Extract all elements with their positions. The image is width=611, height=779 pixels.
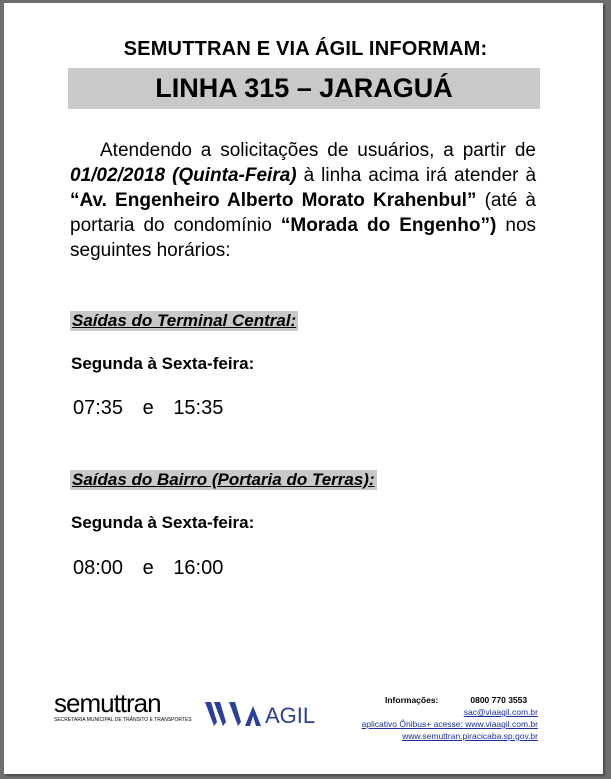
app-link[interactable]: aplicativo Ônibus+ acesse: www.viaagil.com.br bbox=[361, 719, 538, 729]
intro-date: 01/02/2018 (Quinta-Feira) bbox=[70, 165, 297, 186]
viagil-logo-icon bbox=[205, 700, 335, 728]
intro-street: “Av. Engenheiro Alberto Morato Krahenbul” bbox=[70, 190, 477, 211]
time-value: 16:00 bbox=[173, 557, 224, 579]
intro-paragraph bbox=[70, 138, 536, 263]
semuttran-logo-subtitle: SECRETARIA MUNICIPAL DE TRÂNSITO E TRANSPORTES bbox=[54, 717, 192, 723]
section-bairro-title: Saídas do Bairro (Portaria do Terras): bbox=[72, 470, 375, 489]
notice-heading: SEMUTTRAN E VIA ÁGIL INFORMAM: bbox=[123, 38, 488, 60]
info-label: Informações: bbox=[385, 695, 439, 705]
section-terminal-times bbox=[73, 397, 223, 420]
email-link[interactable]: sac@viaagil.com.br bbox=[463, 707, 538, 717]
intro-text-3: (até à portaria do condomínio bbox=[70, 190, 536, 236]
time-conj: e bbox=[142, 397, 154, 419]
info-row bbox=[340, 730, 538, 742]
website-link[interactable]: www.semuttran.piracicaba.sp.gov.br bbox=[402, 731, 538, 741]
info-phone: 0800 770 3553 bbox=[470, 695, 528, 705]
intro-text-1: Atendendo a solicitações de usuários, a partir de bbox=[100, 140, 536, 161]
time-value: 08:00 bbox=[73, 557, 124, 579]
semuttran-logo bbox=[54, 688, 192, 724]
document-page bbox=[4, 3, 603, 774]
time-value: 07:35 bbox=[73, 397, 124, 419]
section-terminal-title: Saídas do Terminal Central: bbox=[72, 311, 297, 330]
section-terminal-days: Segunda à Sexta-feira: bbox=[71, 354, 255, 373]
info-row bbox=[340, 694, 540, 706]
semuttran-logo-text: semuttran bbox=[54, 688, 161, 718]
intro-text-4: nos seguintes horários: bbox=[70, 215, 537, 261]
section-bairro-days: Segunda à Sexta-feira: bbox=[71, 513, 255, 532]
info-row bbox=[340, 718, 538, 730]
viagil-logo-text: AGIL bbox=[265, 703, 316, 728]
line-title: LINHA 315 – JARAGUÁ bbox=[68, 68, 540, 109]
viagil-logo bbox=[205, 700, 335, 728]
intro-text-2: à linha acima irá atender à bbox=[296, 165, 537, 186]
section-bairro-times bbox=[73, 557, 223, 580]
info-row bbox=[340, 706, 538, 718]
intro-place: “Morada do Engenho”) bbox=[280, 215, 497, 236]
time-conj: e bbox=[142, 557, 154, 579]
time-value: 15:35 bbox=[173, 397, 224, 419]
contact-info bbox=[340, 694, 540, 742]
